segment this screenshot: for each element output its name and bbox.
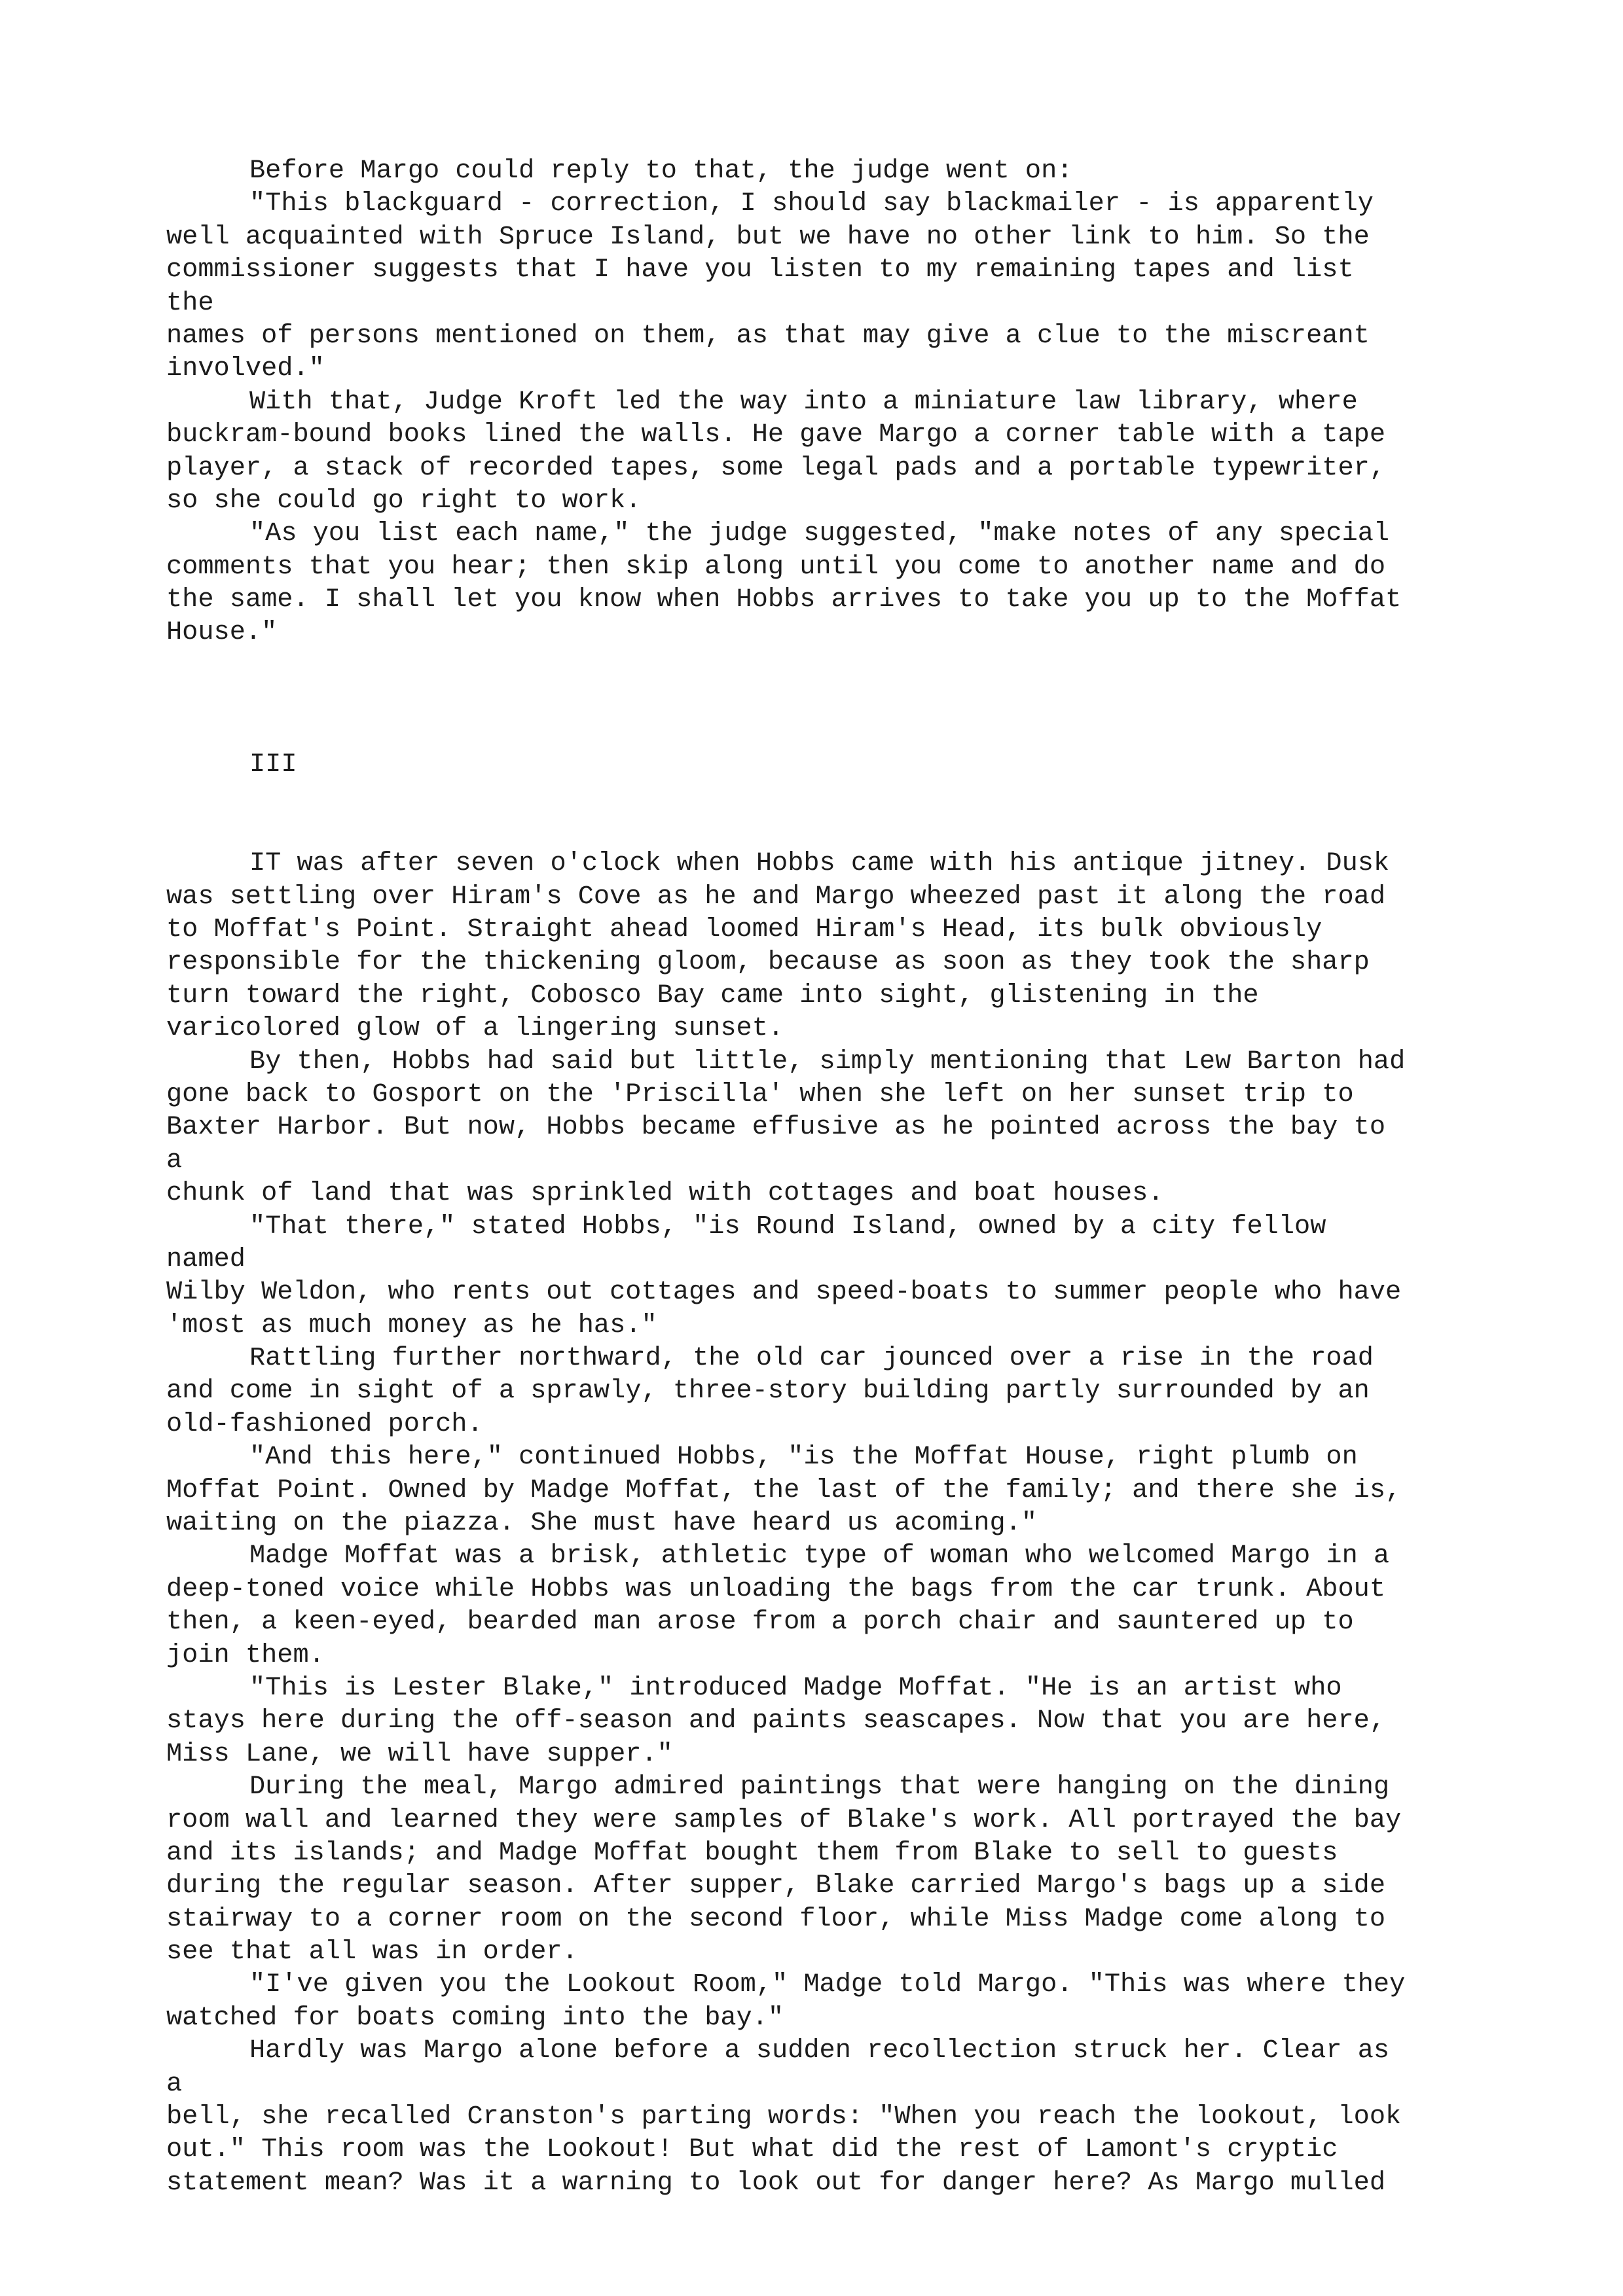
text-line: the bbox=[166, 287, 214, 318]
blank-line bbox=[166, 814, 1607, 847]
blank-line bbox=[166, 715, 1607, 748]
text-line: Baxter Harbor. But now, Hobbs became effusive as he pointed across the bay to bbox=[166, 1112, 1386, 1143]
text-line: "This blackguard - correction, I should say blackmailer - is apparently bbox=[249, 188, 1374, 219]
text-line: stays here during the off-season and paints seascapes. Now that you are here, bbox=[166, 1706, 1386, 1736]
text-line: "This is Lester Blake," introduced Madge Moffat. "He is an artist who bbox=[249, 1672, 1342, 1703]
text-line: IT was after seven o'clock when Hobbs came with his antique jitney. Dusk bbox=[249, 848, 1390, 879]
text-line: and come in sight of a sprawly, three-story building partly surrounded by an bbox=[166, 1376, 1370, 1407]
blank-line bbox=[166, 649, 1607, 682]
text-line: bell, she recalled Cranston's parting words: "When you reach the lookout, look bbox=[166, 2102, 1402, 2132]
text-line: "And this here," continued Hobbs, "is the Moffat House, right plumb on bbox=[249, 1442, 1358, 1473]
text-line: Rattling further northward, the old car jounced over a rise in the road bbox=[249, 1343, 1374, 1374]
text-line: deep-toned voice while Hobbs was unloading the bags from the car trunk. About bbox=[166, 1573, 1386, 1604]
text-line: By then, Hobbs had said but little, simply mentioning that Lew Barton had bbox=[249, 1046, 1406, 1077]
text-line: watched for boats coming into the bay." bbox=[166, 2002, 784, 2033]
text-line: 'most as much money as he has." bbox=[166, 1310, 657, 1340]
text-line: Wilby Weldon, who rents out cottages and speed-boats to summer people who have bbox=[166, 1277, 1402, 1308]
text-line: gone back to Gosport on the 'Priscilla' when she left on her sunset trip to bbox=[166, 1079, 1354, 1109]
text-line: varicolored glow of a lingering sunset. bbox=[166, 1013, 784, 1044]
text-line: statement mean? Was it a warning to look out for danger here? As Margo mulled bbox=[166, 2167, 1386, 2198]
text-line: room wall and learned they were samples of Blake's work. All portrayed the bay bbox=[166, 1804, 1402, 1835]
text-line: see that all was in order. bbox=[166, 1937, 578, 1967]
blank-line bbox=[166, 682, 1607, 715]
text-line: Miss Lane, we will have supper." bbox=[166, 1738, 673, 1769]
text-line: responsible for the thickening gloom, because as soon as they took the sharp bbox=[166, 947, 1370, 978]
text-line: stairway to a corner room on the second floor, while Miss Madge come along to bbox=[166, 1903, 1386, 1934]
text-line: names of persons mentioned on them, as that may give a clue to the miscreant bbox=[166, 320, 1370, 351]
text-line: "That there," stated Hobbs, "is Round Island, owned by a city fellow bbox=[249, 1211, 1326, 1242]
text-line: named bbox=[166, 1244, 246, 1274]
text-line: III bbox=[249, 749, 297, 780]
text-line: and its islands; and Madge Moffat bought them from Blake to sell to guests bbox=[166, 1837, 1338, 1868]
text-line: comments that you hear; then skip along until you come to another name and do bbox=[166, 551, 1386, 582]
text-line: During the meal, Margo admired paintings that were hanging on the dining bbox=[249, 1772, 1390, 1803]
text-line: involved." bbox=[166, 353, 325, 384]
text-line: buckram-bound books lined the walls. He gave Margo a corner table with a tape bbox=[166, 420, 1386, 450]
text-line: to Moffat's Point. Straight ahead loomed Hiram's Head, its bulk obviously bbox=[166, 914, 1322, 944]
body-text bbox=[166, 154, 1607, 2199]
text-line: Hardly was Margo alone before a sudden recollection struck her. Clear as bbox=[249, 2036, 1390, 2066]
text-line: Madge Moffat was a brisk, athletic type of woman who welcomed Margo in a bbox=[249, 1541, 1390, 1571]
text-line: commissioner suggests that I have you listen to my remaining tapes and list bbox=[166, 255, 1354, 285]
text-line: Before Margo could reply to that, the judge went on: bbox=[249, 156, 1073, 186]
text-line: a bbox=[166, 1145, 183, 1175]
text-line: player, a stack of recorded tapes, some legal pads and a portable typewriter, bbox=[166, 452, 1386, 483]
text-line: out." This room was the Lookout! But what did the rest of Lamont's cryptic bbox=[166, 2134, 1338, 2165]
text-line: a bbox=[166, 2068, 183, 2099]
text-line: well acquainted with Spruce Island, but we have no other link to him. So the bbox=[166, 221, 1370, 252]
text-line: Moffat Point. Owned by Madge Moffat, the last of the family; and there she is, bbox=[166, 1475, 1402, 1505]
text-line: chunk of land that was sprinkled with cottages and boat houses. bbox=[166, 1178, 1164, 1209]
text-line: House." bbox=[166, 617, 278, 648]
blank-line bbox=[166, 781, 1607, 814]
text-line: during the regular season. After supper, Blake carried Margo's bags up a side bbox=[166, 1871, 1386, 1901]
text-line: so she could go right to work. bbox=[166, 485, 642, 516]
text-line: turn toward the right, Cobosco Bay came into sight, glistening in the bbox=[166, 980, 1259, 1011]
text-line: With that, Judge Kroft led the way into a miniature law library, where bbox=[249, 386, 1358, 417]
text-line: the same. I shall let you know when Hobbs arrives to take you up to the Moffat bbox=[166, 584, 1402, 615]
text-line: "I've given you the Lookout Room," Madge told Margo. "This was where they bbox=[249, 1969, 1406, 2000]
text-line: join them. bbox=[166, 1640, 325, 1670]
text-line: "As you list each name," the judge suggested, "make notes of any special bbox=[249, 518, 1390, 549]
text-line: waiting on the piazza. She must have heard us acoming." bbox=[166, 1508, 1038, 1539]
text-line: then, a keen-eyed, bearded man arose from a porch chair and sauntered up to bbox=[166, 1607, 1354, 1638]
text-line: old-fashioned porch. bbox=[166, 1408, 483, 1439]
text-line: was settling over Hiram's Cove as he and Margo wheezed past it along the road bbox=[166, 881, 1386, 912]
